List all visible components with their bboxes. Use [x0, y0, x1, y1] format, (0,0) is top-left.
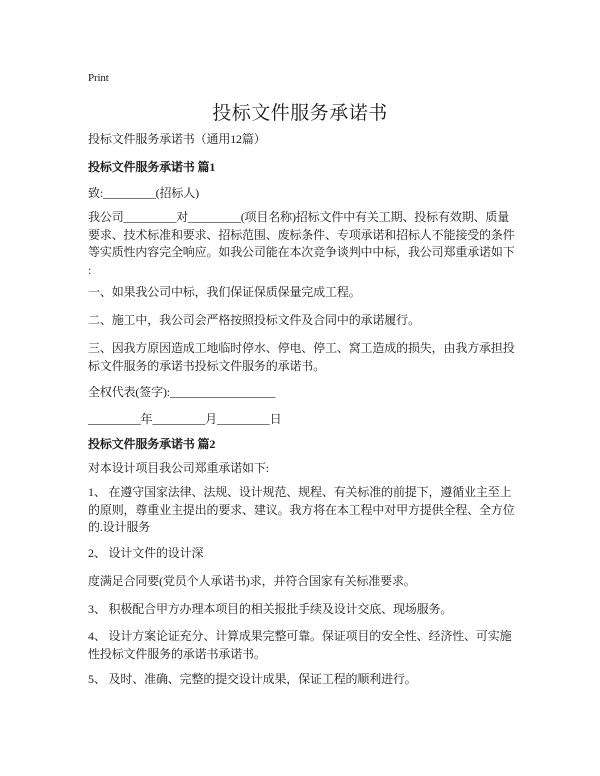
text-line: : — [88, 262, 92, 277]
paragraph — [88, 209, 515, 279]
paragraph — [88, 545, 203, 563]
text-line: 的.设计服务 — [88, 520, 151, 534]
text-line: 性投标文件服务的承诺书承诺书。 — [88, 646, 266, 661]
text-line: 2、 设计文件的设计深 — [88, 546, 204, 560]
section-heading-1: 投标文件服务承诺书 篇1 — [88, 160, 216, 174]
text-line: 1、 在遵守国家法律、法规、设计规范、规程、有关标准的前提下，遵循业主至上 — [88, 485, 512, 499]
paragraph — [88, 284, 361, 302]
paragraph — [88, 573, 416, 591]
document-title: 投标文件服务承诺书 — [212, 103, 388, 124]
text-line: 等实质性内容完全响应。如我公司能在本次竞争谈判中中标，我公司郑重承诺如下 — [88, 245, 515, 259]
text-line: 度满足合同要(党员个人承诺书)求，并符合国家有关标准要求。 — [88, 574, 416, 588]
text-line: 要求、技术标准和要求、招标范围、废标条件、专项承诺和招标人不能接受的条件 — [88, 227, 515, 242]
text-line: 3、 积极配合甲方办理本项目的相关报批手续及设计交底、现场服务。 — [88, 602, 453, 616]
text-line: 一、如果我公司中标，我们保证保质保量完成工程。 — [88, 285, 361, 299]
signature-line — [88, 384, 275, 402]
paragraph — [88, 340, 515, 375]
date-line — [88, 411, 282, 429]
text-line: 全权代表(签字):__________________ — [88, 385, 276, 399]
text-line: 标文件服务的承诺书投标文件服务的承诺书。 — [88, 358, 326, 373]
text-line: 致:_________(招标人) — [88, 186, 199, 200]
section-heading-2: 投标文件服务承诺书 篇2 — [88, 437, 216, 451]
text-line: 4、 设计方案论证充分、计算成果完整可靠。保证项目的安全性、经济性、可实施 — [88, 629, 512, 643]
text-line: 5、 及时、准确、完整的提交设计成果，保证工程的顺利进行。 — [88, 672, 417, 686]
text-line: _________年_________月_________日 — [88, 412, 282, 426]
paragraph — [88, 671, 417, 689]
text-line: 的原则，尊重业主提出的要求、建议。我方将在本工程中对甲方提供全程、全方位 — [88, 502, 515, 517]
paragraph — [88, 185, 199, 203]
text-line: 三、因我方原因造成工地临时停水、停电、停工、窝工造成的损失，由我方承担投 — [88, 341, 515, 355]
paragraph — [88, 628, 511, 663]
text-line: 对本设计项目我公司郑重承诺如下: — [88, 461, 269, 475]
paragraph — [88, 312, 420, 330]
document-subtitle: 投标文件服务承诺书（通用12篇） — [88, 132, 266, 146]
paragraph — [88, 484, 515, 537]
text-line: 我公司_________对_________(项目名称)招标文件中有关工期、投标有效期、质量 — [88, 210, 510, 224]
paragraph — [88, 460, 269, 478]
text-line: 二、施工中，我公司会严格按照投标文件及合同中的承诺履行。 — [88, 313, 420, 327]
print-link[interactable]: Print — [88, 72, 109, 84]
paragraph — [88, 601, 452, 619]
